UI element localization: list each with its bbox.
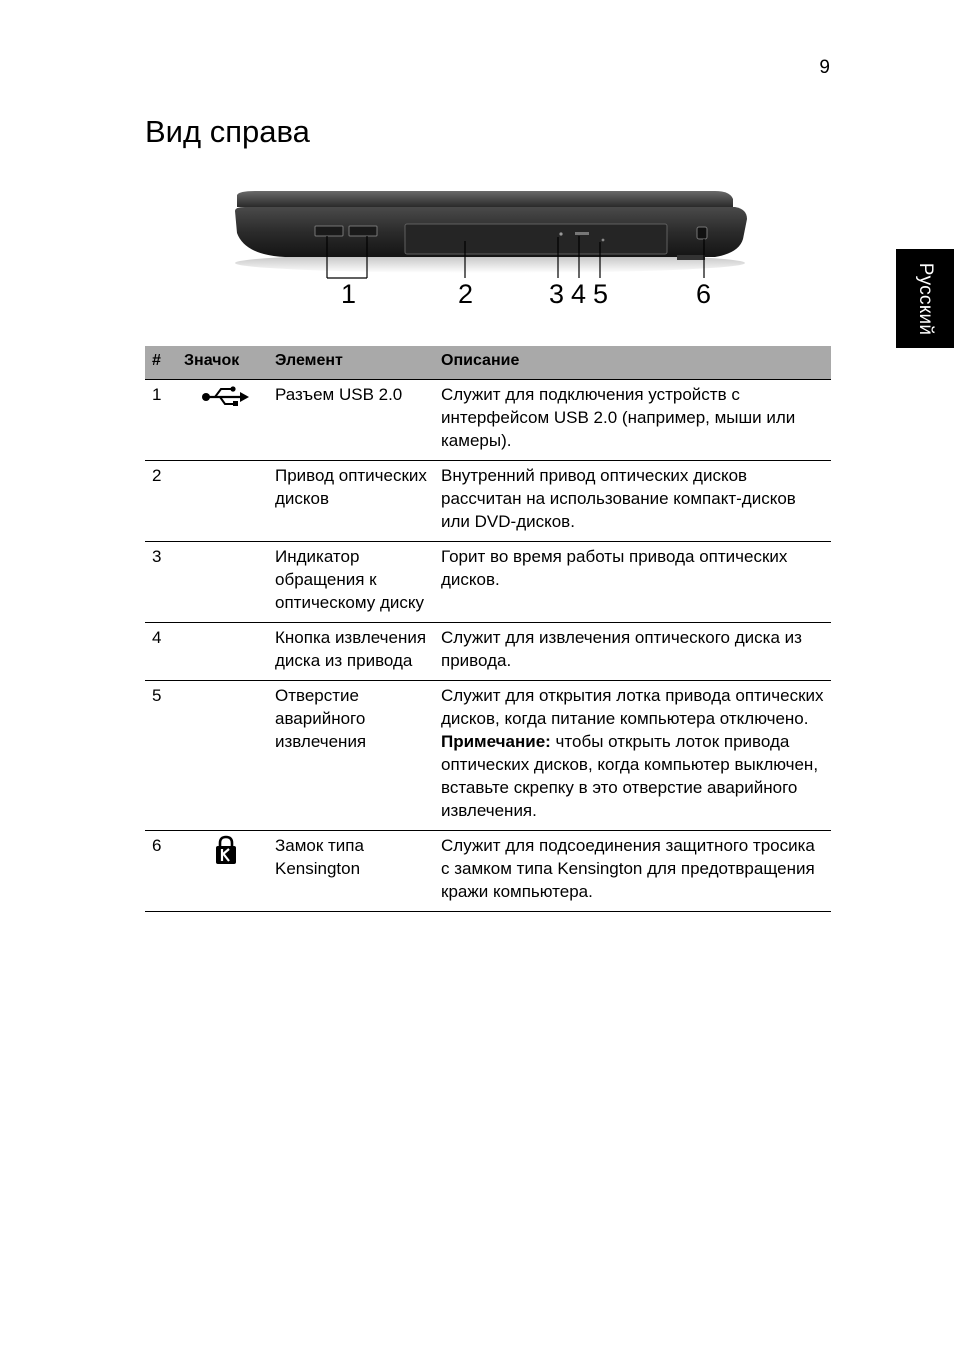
row-description: Внутренний привод оптических дисков рассчитан на использование компакт-дисков или DVD-дисков. (437, 461, 831, 542)
row-description: Горит во время работы привода оптических дисков. (437, 542, 831, 623)
row-icon-cell (180, 380, 271, 461)
row-number: 1 (145, 380, 180, 461)
table-row (145, 623, 831, 681)
row-note (441, 730, 827, 822)
kensington-lock-icon (214, 834, 238, 866)
table-header-row (145, 346, 831, 380)
row-element: Отверстие аварийного извлечения (271, 681, 437, 831)
page-number: 9 (819, 57, 830, 78)
table-row (145, 831, 831, 912)
row-description: Служит для подключения устройств с интерфейсом USB 2.0 (например, мыши или камеры). (437, 380, 831, 461)
row-element: Привод оптических дисков (271, 461, 437, 542)
row-description-cell (437, 681, 831, 831)
header-icon: Значок (180, 346, 271, 380)
header-element: Элемент (271, 346, 437, 380)
laptop-right-side-figure (225, 183, 755, 313)
row-element: Кнопка извлечения диска из привода (271, 623, 437, 681)
header-description: Описание (437, 346, 831, 380)
row-number: 6 (145, 831, 180, 912)
row-number: 5 (145, 681, 180, 831)
note-label: Примечание: (441, 732, 551, 751)
row-number: 4 (145, 623, 180, 681)
table-row (145, 542, 831, 623)
ports-table (145, 346, 831, 912)
row-description: Служит для извлечения оптического диска из привода. (437, 623, 831, 681)
callout-label-6: 6 (696, 279, 712, 309)
language-tab (896, 249, 954, 348)
table-row (145, 681, 831, 831)
table-row (145, 461, 831, 542)
row-element: Индикатор обращения к оптическому диску (271, 542, 437, 623)
row-description: Служит для подсоединения защитного тросика с замком типа Kensington для предотвращения кражи компьютера. (437, 831, 831, 912)
language-tab-label: Русский (915, 262, 936, 335)
callout-label-1: 1 (341, 279, 357, 309)
row-element: Разъем USB 2.0 (271, 380, 437, 461)
row-description: Служит для открытия лотка привода оптических дисков, когда питание компьютера отключено. (441, 686, 824, 728)
note-text: чтобы открыть лоток привода оптических дисков, когда компьютер выключен, вставьте скрепку в это отверстие аварийного извлечения. (441, 732, 819, 820)
row-icon-cell (180, 623, 271, 681)
callout-label-3: 3 (549, 279, 565, 309)
row-icon-cell (180, 681, 271, 831)
row-number: 3 (145, 542, 180, 623)
row-icon-cell (180, 461, 271, 542)
row-icon-cell (180, 831, 271, 912)
laptop-silhouette (235, 191, 747, 273)
callout-label-5: 5 (593, 279, 609, 309)
usb-icon (200, 383, 252, 411)
row-number: 2 (145, 461, 180, 542)
callout-label-2: 2 (458, 279, 474, 309)
row-icon-cell (180, 542, 271, 623)
table-row (145, 380, 831, 461)
row-element: Замок типа Kensington (271, 831, 437, 912)
header-number: # (145, 346, 180, 380)
callout-label-4: 4 (571, 279, 587, 309)
page-title: Вид справа (145, 114, 310, 149)
